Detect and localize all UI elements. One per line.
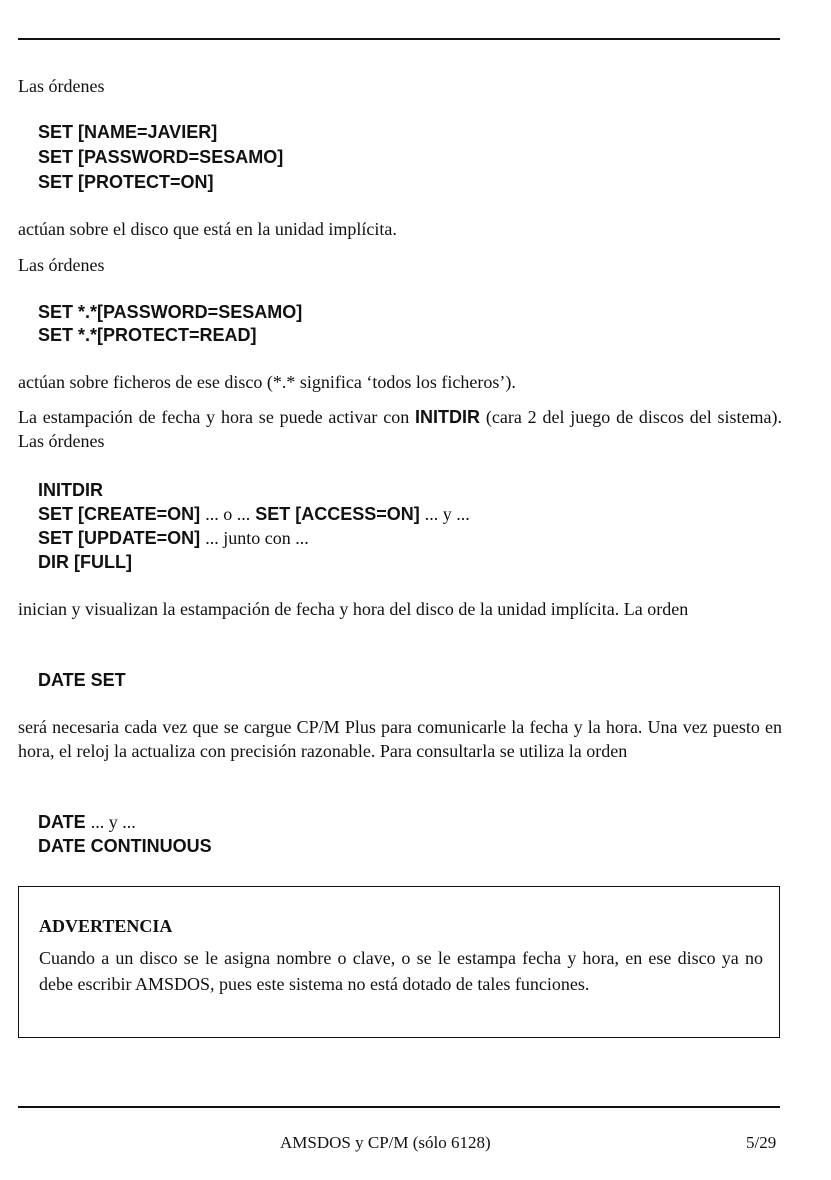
command-set-create-on: SET [CREATE=ON] [38,504,201,524]
paragraph-intro-2: Las órdenes [18,255,105,275]
paragraph-disk-effect: actúan sobre el disco que está en la unidad implícita. [18,219,397,239]
command-set-password: SET [PASSWORD=SESAMO] [38,147,284,167]
footer-rule [18,1106,780,1108]
command-line-create-access [38,502,470,526]
command-set-name: SET [NAME=JAVIER] [38,122,218,142]
warning-body: Cuando a un disco se le asigna nombre o clave, o se le estampa fecha y hora, en ese disco ya no debe escribir AMSDOS, pues este sistema no está dotado de tales funciones. [39,948,763,994]
command-line-date [38,810,136,834]
paragraph-intro-1: Las órdenes [18,76,105,96]
command-dir-full: DIR [FULL] [38,552,132,572]
connector-o: ... o ... [205,504,251,524]
command-set-protect-on: SET [PROTECT=ON] [38,172,214,192]
initdir-keyword: INITDIR [415,407,481,427]
page-number: 5/29 [746,1133,777,1152]
connector-junto-con: ... junto con ... [205,528,309,548]
command-set-update-on: SET [UPDATE=ON] [38,528,201,548]
warning-box [18,886,780,1038]
command-set-files-password: SET *.*[PASSWORD=SESAMO] [38,302,303,322]
command-date: DATE [38,812,86,832]
command-initdir: INITDIR [38,480,103,500]
paragraph-files-effect: actúan sobre ficheros de ese disco (*.* significa ‘todos los ficheros’). [18,372,516,392]
paragraph-initdir-before: La estampación de fecha y hora se puede activar con [18,407,416,427]
command-date-set: DATE SET [38,670,126,690]
paragraph-initdir-after: (cara 2 del juego de discos del sistema). Las órdenes [18,407,783,451]
warning-title: ADVERTENCIA [39,916,173,936]
command-date-continuous: DATE CONTINUOUS [38,836,212,856]
command-set-files-protect-read: SET *.*[PROTECT=READ] [38,325,257,345]
paragraph-initiate: inician y visualizan la estampación de fecha y hora del disco de la unidad implícita. La orden [18,599,689,619]
paragraph-date-set: será necesaria cada vez que se cargue CP/M Plus para comunicarle la fecha y la hora. Una vez puesto en hora, el reloj la actualiza con precisión razonable. Para consultarla se utiliza la orden [18,717,782,761]
footer-title: AMSDOS y CP/M (sólo 6128) [280,1133,491,1152]
command-line-update [38,526,309,550]
top-rule [18,38,780,40]
connector-y: ... y ... [424,504,470,524]
connector-y-2: ... y ... [90,812,136,832]
paragraph-initdir [18,405,782,453]
command-set-access-on: SET [ACCESS=ON] [255,504,420,524]
